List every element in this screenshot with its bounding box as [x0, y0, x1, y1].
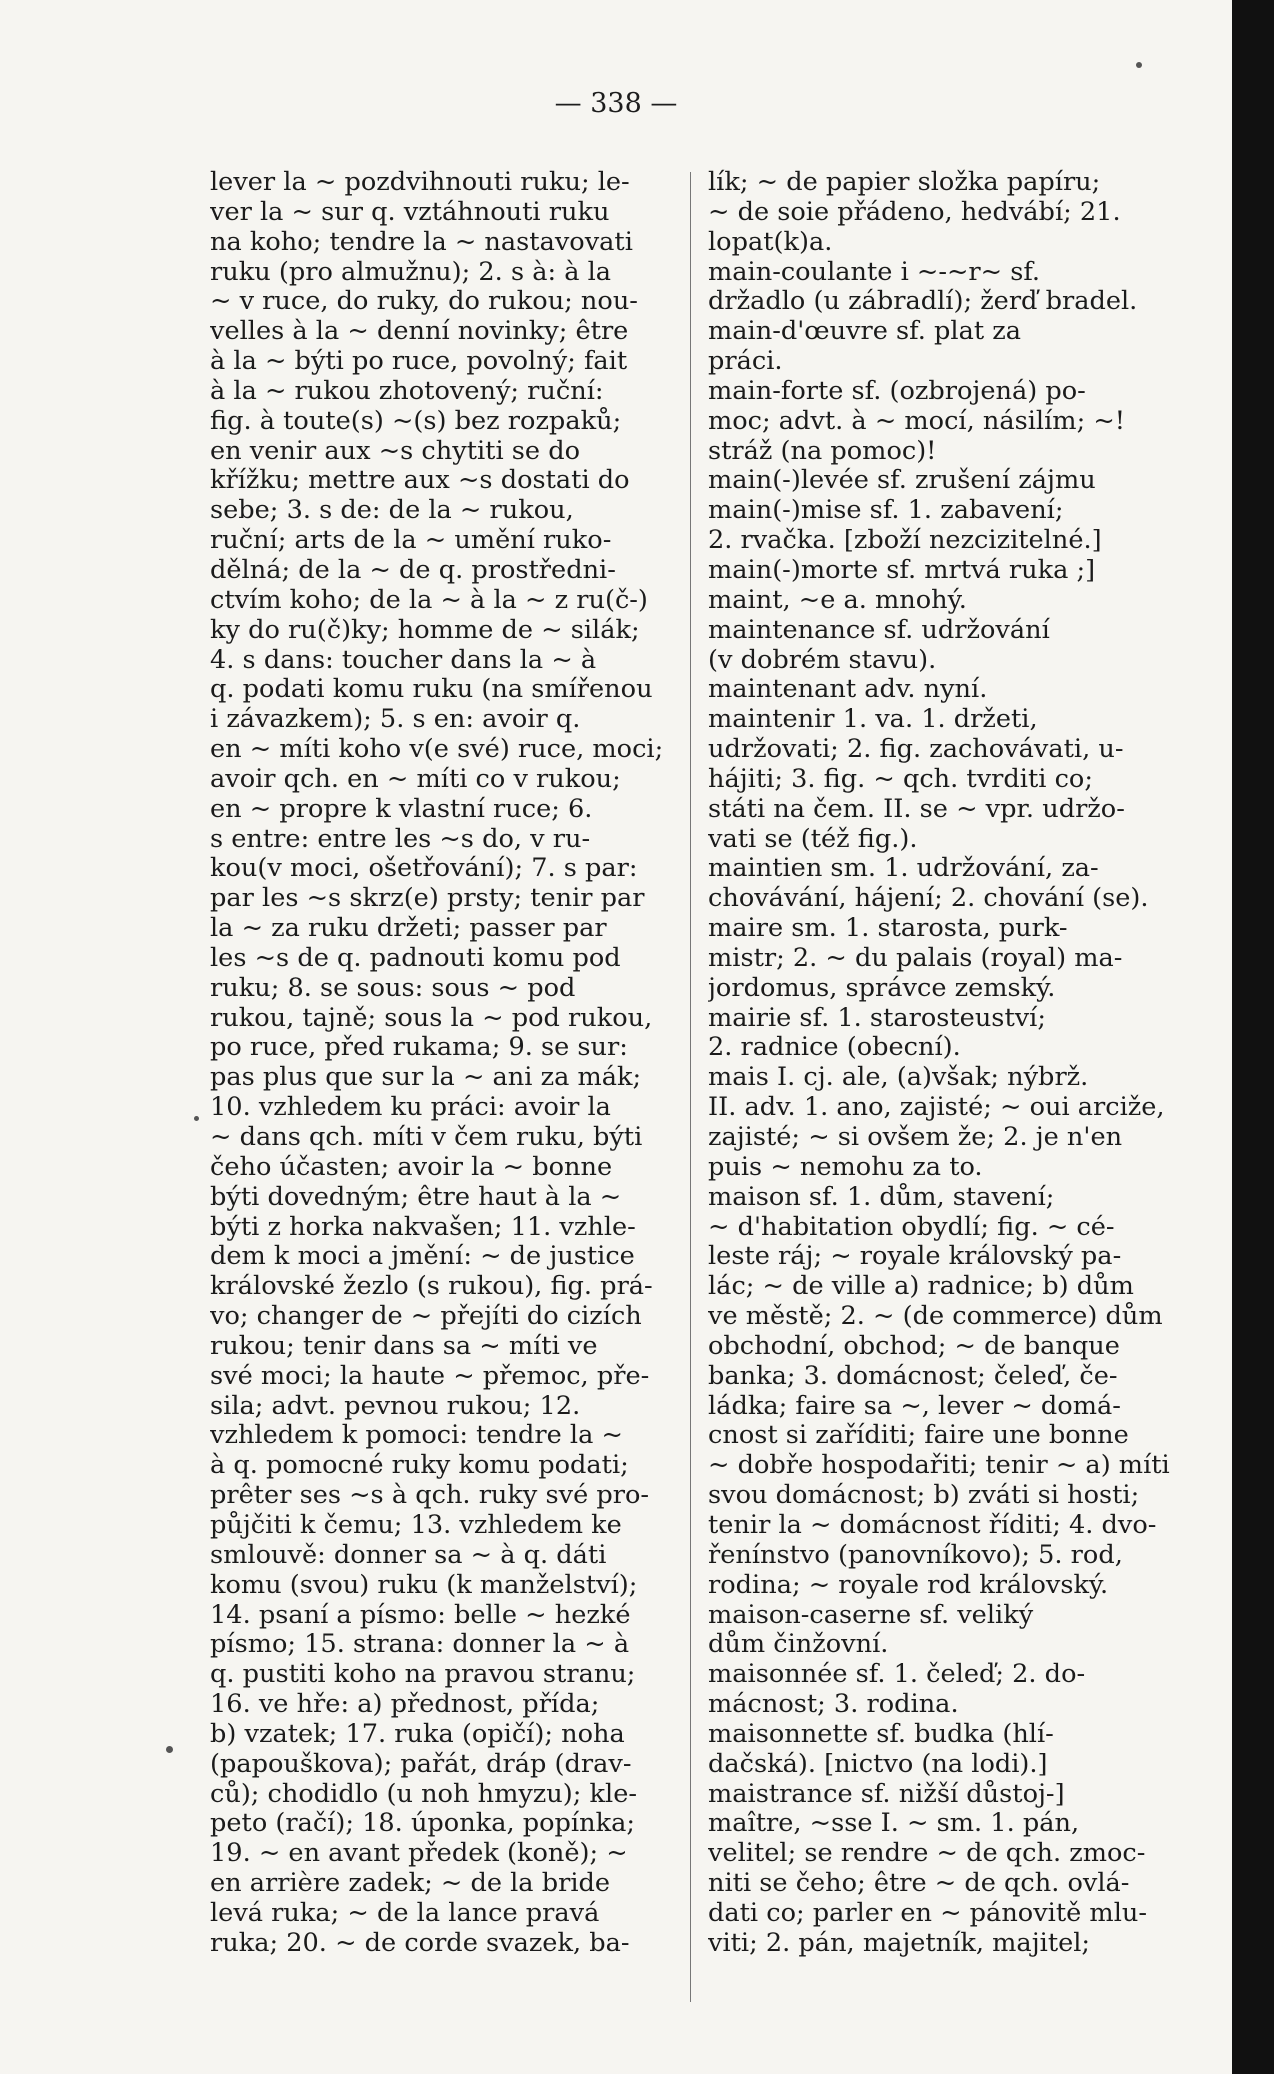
dictionary-line: ruční; arts de la ~ umění ruko-: [210, 526, 612, 556]
dictionary-line: ců); chodidlo (u noh hmyzu); kle-: [210, 1779, 637, 1809]
dictionary-line: en arrière zadek; ~ de la bride: [210, 1869, 611, 1899]
dictionary-line: prêter ses ~s à qch. ruky své pro-: [210, 1481, 650, 1511]
dictionary-line: držadlo (u zábradlí); žerď bradel.: [708, 287, 1138, 317]
page-speck: [194, 1116, 199, 1121]
dictionary-line: ~ d'habitation obydlí; fig. ~ cé-: [708, 1212, 1115, 1242]
dictionary-line: čeho účasten; avoir la ~ bonne: [210, 1152, 613, 1182]
dictionary-line: práci.: [708, 347, 783, 377]
dictionary-line: leste ráj; ~ royale královský pa-: [708, 1242, 1122, 1272]
dictionary-line: à la ~ býti po ruce, povolný; fait: [210, 347, 628, 377]
scan-edge: [1232, 0, 1274, 2074]
dictionary-line: banka; 3. domácnost; čeleď, če-: [708, 1361, 1118, 1391]
dictionary-line: stráž (na pomoc)!: [708, 436, 937, 466]
dictionary-line: maître, ~sse I. ~ sm. 1. pán,: [708, 1809, 1080, 1839]
dictionary-line: státi na čem. II. se ~ vpr. udržo-: [708, 794, 1125, 824]
dictionary-line: ~ dans qch. míti v čem ruku, býti: [210, 1123, 643, 1152]
dictionary-line: 4. s dans: toucher dans la ~ à: [210, 645, 597, 675]
dictionary-line: býti z horka nakvašen; 11. vzhle-: [210, 1212, 636, 1242]
dictionary-line: rukou, tajně; sous la ~ pod rukou,: [210, 1003, 653, 1033]
dictionary-line: písmo; 15. strana: donner la ~ à: [210, 1630, 630, 1660]
dictionary-line: q. pustiti koho na pravou stranu;: [210, 1660, 636, 1690]
dictionary-line: fig. à toute(s) ~(s) bez rozpaků;: [210, 406, 622, 436]
dictionary-line: main-forte sf. (ozbrojená) po-: [708, 376, 1086, 406]
dictionary-line: peto (račí); 18. úponka, popínka;: [210, 1809, 635, 1839]
dictionary-line: vati se (též fig.).: [708, 824, 918, 854]
dictionary-line: své moci; la haute ~ přemoc, pře-: [210, 1361, 650, 1391]
dictionary-line: puis ~ nemohu za to.: [708, 1152, 983, 1182]
dictionary-line: en ~ míti koho v(e své) ruce, moci;: [210, 735, 664, 765]
dictionary-line: maintenant adv. nyní.: [708, 675, 988, 705]
dictionary-line: maire sm. 1. starosta, purk-: [708, 914, 1068, 944]
dictionary-line: dačská). [nictvo (na lodi).]: [708, 1749, 1048, 1779]
dictionary-line: viti; 2. pán, majetník, majitel;: [708, 1928, 1091, 1958]
dictionary-line: 16. ve hře: a) přednost, přída;: [210, 1690, 600, 1720]
dictionary-line: maint, ~e a. mnohý.: [708, 585, 967, 615]
dictionary-line: main-d'œuvre sf. plat za: [708, 317, 1021, 347]
dictionary-line: hájiti; 3. fig. ~ qch. tvrditi co;: [708, 764, 1093, 794]
page-number: — 338 —: [554, 88, 678, 119]
dictionary-line: maintien sm. 1. udržování, za-: [708, 854, 1099, 884]
dictionary-line: maisonnée sf. 1. čeleď; 2. do-: [708, 1660, 1086, 1690]
dictionary-line: 2. radnice (obecní).: [708, 1033, 961, 1063]
dictionary-line: býti dovedným; être haut à la ~: [210, 1182, 622, 1212]
dictionary-line: smlouvě: donner sa ~ à q. dáti: [210, 1540, 607, 1570]
dictionary-line: b) vzatek; 17. ruka (opičí); noha: [210, 1719, 625, 1749]
dictionary-line: maison sf. 1. dům, stavení;: [708, 1182, 1055, 1212]
dictionary-line: maistrance sf. nižší důstoj-]: [708, 1779, 1065, 1809]
dictionary-line: 14. psaní a písmo: belle ~ hezké: [210, 1600, 631, 1630]
dictionary-line: II. adv. 1. ano, zajisté; ~ oui arciže,: [708, 1093, 1165, 1123]
dictionary-line: tenir la ~ domácnost říditi; 4. dvo-: [708, 1510, 1157, 1540]
dictionary-line: královské žezlo (s rukou), fig. prá-: [210, 1272, 653, 1302]
dictionary-line: niti se čeho; être ~ de qch. ovlá-: [708, 1869, 1130, 1899]
page-speck: [1136, 62, 1142, 68]
dictionary-line: main(-)levée sf. zrušení zájmu: [708, 466, 1096, 496]
dictionary-line: rukou; tenir dans sa ~ míti ve: [210, 1331, 598, 1361]
dictionary-line: ládka; faire sa ~, lever ~ domá-: [708, 1391, 1121, 1421]
dictionary-line: na koho; tendre la ~ nastavovati: [210, 227, 633, 257]
dictionary-line: main-coulante i ~-~r~ sf.: [708, 257, 1041, 287]
dictionary-line: (v dobrém stavu).: [708, 645, 937, 675]
dictionary-line: lever la ~ pozdvihnouti ruku; le-: [210, 168, 630, 197]
dictionary-line: ve městě; 2. ~ (de commerce) dům: [708, 1302, 1163, 1332]
dictionary-line: main(-)mise sf. 1. zabavení;: [708, 496, 1064, 526]
dictionary-line: lác; ~ de ville a) radnice; b) dům: [708, 1272, 1134, 1302]
dictionary-line: obchodní, obchod; ~ de banque: [708, 1331, 1120, 1361]
dictionary-line: ruka; 20. ~ de corde svazek, ba-: [210, 1928, 630, 1958]
dictionary-line: ruku; 8. se sous: sous ~ pod: [210, 973, 576, 1003]
dictionary-line: 10. vzhledem ku práci: avoir la: [210, 1093, 611, 1123]
dictionary-line: 19. ~ en avant předek (koně); ~: [210, 1839, 628, 1869]
dictionary-line: sila; advt. pevnou rukou; 12.: [210, 1391, 581, 1421]
dictionary-line: (papouškova); pařát, dráp (drav-: [210, 1749, 632, 1779]
dictionary-line: ruku (pro almužnu); 2. s à: à la: [210, 257, 612, 287]
dictionary-line: lopat(k)a.: [708, 227, 833, 257]
right-column: [708, 168, 1198, 1959]
dictionary-line: udržovati; 2. fig. zachovávati, u-: [708, 735, 1124, 765]
dictionary-line: vzhledem k pomoci: tendre la ~: [210, 1421, 623, 1451]
dictionary-line: velitel; se rendre ~ de qch. zmoc-: [708, 1839, 1146, 1869]
column-divider: [690, 172, 691, 2002]
dictionary-line: ~ v ruce, do ruky, do rukou; nou-: [210, 287, 638, 317]
dictionary-line: s entre: entre les ~s do, v ru-: [210, 824, 591, 854]
dictionary-line: main(-)morte sf. mrtvá ruka ;]: [708, 555, 1096, 585]
dictionary-line: ~ de soie přádeno, hedvábí; 21.: [708, 197, 1121, 227]
dictionary-line: ver la ~ sur q. vztáhnouti ruku: [210, 197, 610, 227]
dictionary-line: cnost si zaříditi; faire une bonne: [708, 1421, 1129, 1451]
dictionary-line: à la ~ rukou zhotovený; ruční:: [210, 376, 604, 406]
dictionary-line: svou domácnost; b) zváti si hosti;: [708, 1481, 1140, 1511]
dictionary-line: mácnost; 3. rodina.: [708, 1690, 959, 1720]
dictionary-line: půjčiti k čemu; 13. vzhledem ke: [210, 1510, 622, 1540]
dictionary-line: mairie sf. 1. starosteuství;: [708, 1003, 1046, 1033]
dictionary-line: křížku; mettre aux ~s dostati do: [210, 466, 630, 496]
dictionary-line: maisonnette sf. budka (hlí-: [708, 1719, 1054, 1749]
dictionary-line: zajisté; ~ si ovšem že; 2. je n'en: [708, 1123, 1123, 1152]
dictionary-line: mais I. cj. ale, (a)však; nýbrž.: [708, 1063, 1089, 1093]
dictionary-line: chovávání, hájení; 2. chování (se).: [708, 884, 1149, 914]
dictionary-line: lík; ~ de papier složka papíru;: [708, 168, 1101, 197]
left-column: [210, 168, 700, 1959]
dictionary-line: en venir aux ~s chytiti se do: [210, 436, 580, 466]
dictionary-line: en ~ propre k vlastní ruce; 6.: [210, 794, 593, 824]
dictionary-line: sebe; 3. s de: de la ~ rukou,: [210, 496, 574, 526]
dictionary-line: po ruce, před rukama; 9. se sur:: [210, 1033, 628, 1063]
dictionary-line: levá ruka; ~ de la lance pravá: [210, 1898, 600, 1928]
dictionary-line: mistr; 2. ~ du palais (royal) ma-: [708, 943, 1123, 973]
dictionary-line: à q. pomocné ruky komu podati;: [210, 1451, 629, 1481]
page-speck: [166, 1746, 173, 1753]
dictionary-line: maintenance sf. udržování: [708, 615, 1050, 645]
dictionary-line: la ~ za ruku držeti; passer par: [210, 914, 607, 944]
dictionary-line: ctvím koho; de la ~ à la ~ z ru(č-): [210, 585, 648, 615]
dictionary-line: i závazkem); 5. s en: avoir q.: [210, 705, 581, 735]
dictionary-line: dům činžovní.: [708, 1630, 889, 1660]
dictionary-line: pas plus que sur la ~ ani za mák;: [210, 1063, 642, 1093]
dictionary-line: dati co; parler en ~ pánovitě mlu-: [708, 1898, 1148, 1928]
dictionary-line: komu (svou) ruku (k manželství);: [210, 1570, 638, 1600]
dictionary-line: 2. rvačka. [zboží nezcizitelné.]: [708, 526, 1102, 556]
dictionary-line: dělná; de la ~ de q. prostředni-: [210, 555, 616, 585]
dictionary-line: jordomus, správce zemský.: [708, 973, 1056, 1003]
dictionary-line: par les ~s skrz(e) prsty; tenir par: [210, 884, 645, 914]
dictionary-line: ky do ru(č)ky; homme de ~ silák;: [210, 615, 640, 645]
dictionary-line: q. podati komu ruku (na smířenou: [210, 675, 653, 705]
dictionary-line: ~ dobře hospodařiti; tenir ~ a) míti: [708, 1451, 1170, 1481]
dictionary-line: vo; changer de ~ přejíti do cizích: [210, 1302, 642, 1332]
dictionary-line: rodina; ~ royale rod královský.: [708, 1570, 1109, 1600]
dictionary-line: dem k moci a jmění: ~ de justice: [210, 1242, 635, 1272]
dictionary-line: moc; advt. à ~ mocí, násilím; ~!: [708, 406, 1126, 436]
dictionary-line: avoir qch. en ~ míti co v rukou;: [210, 764, 621, 794]
dictionary-line: řenínstvo (panovníkovo); 5. rod,: [708, 1540, 1123, 1570]
dictionary-line: velles à la ~ denní novinky; être: [210, 317, 629, 347]
dictionary-line: kou(v moci, ošetřování); 7. s par:: [210, 854, 638, 884]
dictionary-line: les ~s de q. padnouti komu pod: [210, 943, 621, 973]
dictionary-line: maison-caserne sf. veliký: [708, 1600, 1034, 1630]
dictionary-line: maintenir 1. va. 1. držeti,: [708, 705, 1038, 735]
